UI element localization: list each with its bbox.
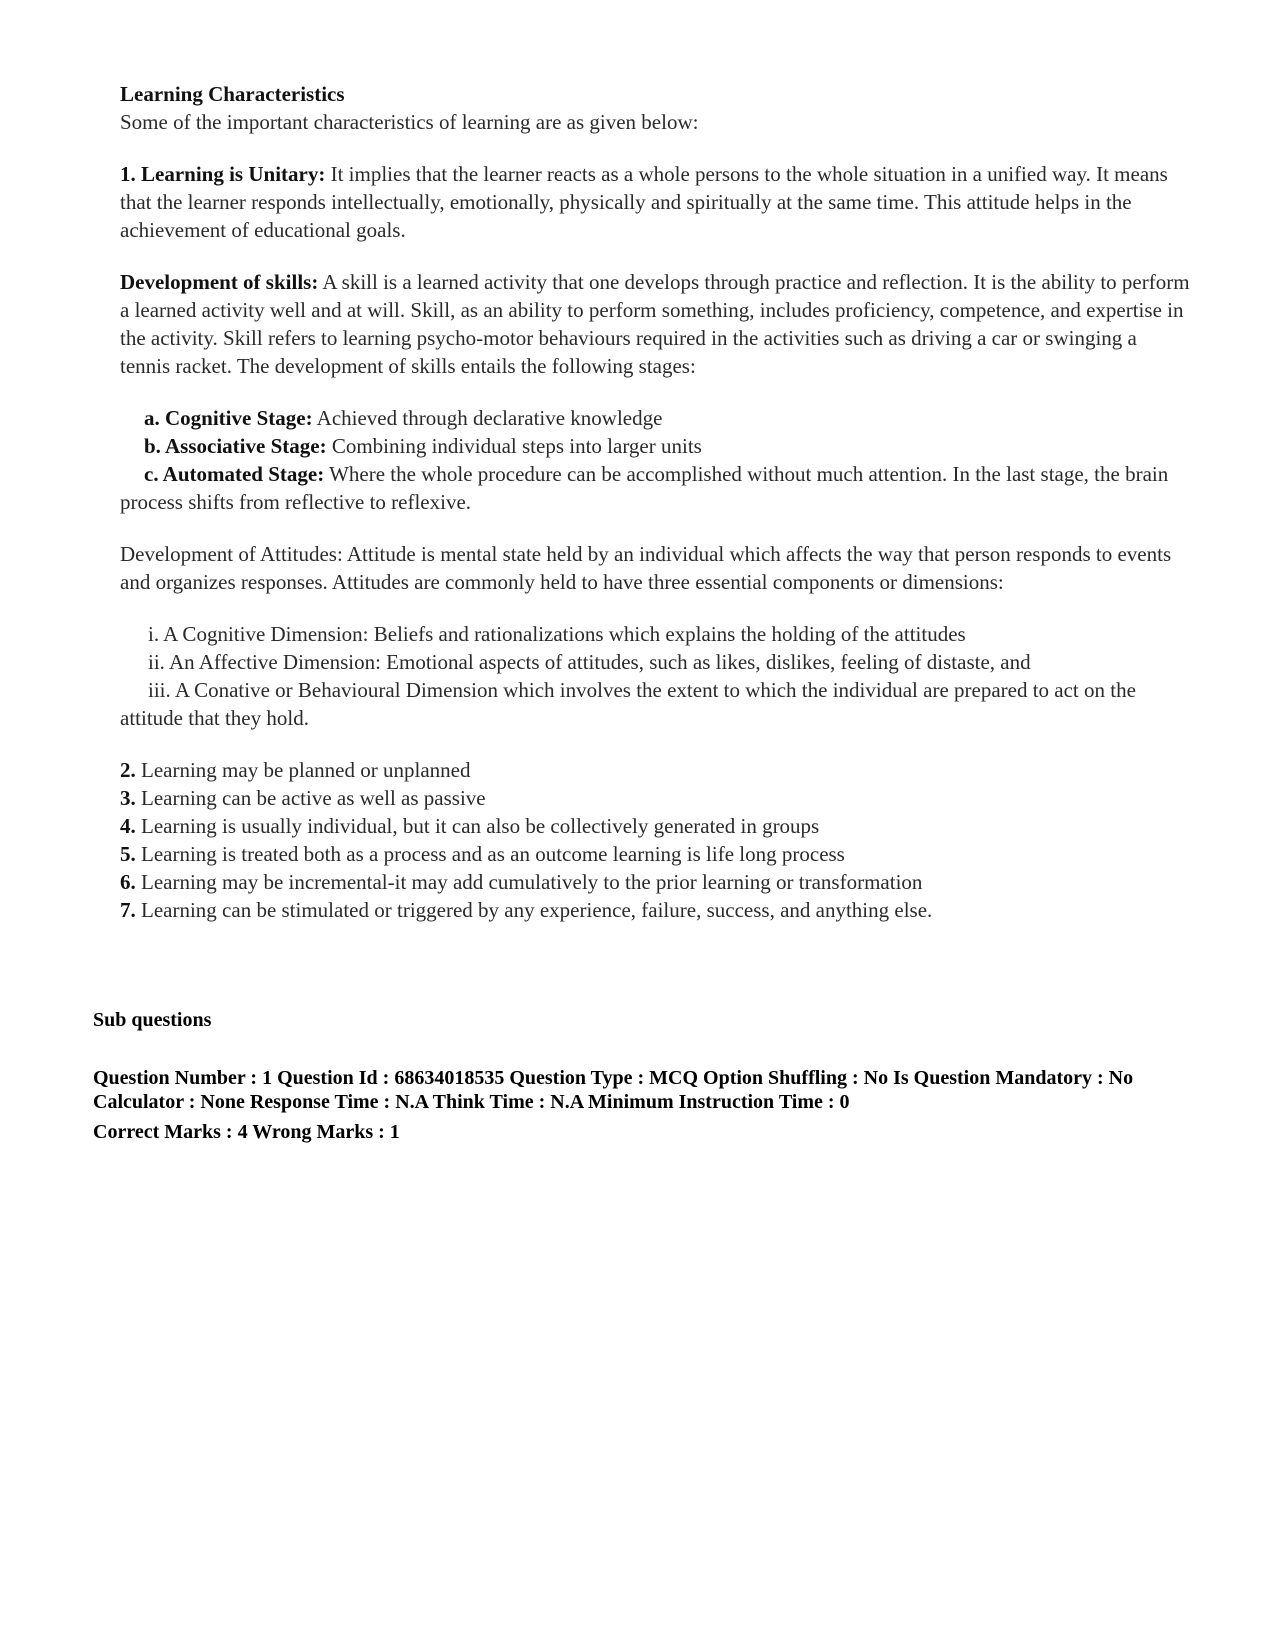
numbered-item (120, 840, 1190, 868)
numbered-item-text: Learning is usually individual, but it can also be collectively generated in groups (135, 814, 820, 838)
numbered-item-number: 6. (120, 870, 136, 894)
skills-text: A skill is a learned activity that one develops through practice and reflection. It is the ability to perform a learned activity well and at will. Skill, as an ability to perform something, includes proficiency, competence, and expertise in the activity. Skill refers to learning psycho-motor behaviours required in the activities such as driving a car or swinging a tennis racket. The development of skills entails the following stages: (120, 270, 1190, 378)
attitude-dimensions (120, 620, 1190, 732)
skills-paragraph (120, 268, 1190, 380)
attitudes-paragraph: Development of Attitudes: Attitude is mental state held by an individual which affects the way that person responds to events and organizes responses. Attitudes are commonly held to have three essential components or dimensions: (120, 542, 1172, 594)
sub-questions-label: Sub questions (93, 1009, 212, 1031)
numbered-item-text: Learning can be active as well as passive (135, 786, 486, 810)
stage-item (120, 432, 1190, 460)
numbered-item (120, 868, 1190, 896)
numbered-item (120, 756, 1190, 784)
dimension-item: ii. An Affective Dimension: Emotional aspects of attitudes, such as likes, dislikes, feeling of distaste, and (148, 650, 1031, 674)
numbered-item-number: 3. (120, 786, 136, 810)
numbered-item (120, 896, 1190, 924)
skill-stages (120, 404, 1190, 516)
stage-item (120, 404, 1190, 432)
dimension-item: i. A Cognitive Dimension: Beliefs and rationalizations which explains the holding of the attitudes (148, 622, 966, 646)
item-1-text: It implies that the learner reacts as a whole persons to the whole situation in a unified way. It means that the learner responds intellectually, emotionally, physically and spiritually at the same time. This attitude helps in the achievement of educational goals. (120, 162, 1168, 242)
marks-info: Correct Marks : 4 Wrong Marks : 1 (93, 1121, 400, 1143)
numbered-item-text: Learning may be planned or unplanned (135, 758, 471, 782)
item-1-number: 1. (120, 162, 136, 186)
numbered-item-number: 5. (120, 842, 136, 866)
passage-title: Learning Characteristics (120, 82, 345, 106)
numbered-item-number: 7. (120, 898, 136, 922)
passage-intro: Some of the important characteristics of learning are as given below: (120, 110, 699, 134)
stage-text: Achieved through declarative knowledge (312, 406, 663, 430)
numbered-item-text: Learning is treated both as a process and as an outcome learning is life long process (135, 842, 845, 866)
question-meta: Question Number : 1 Question Id : 68634018535 Question Type : MCQ Option Shuffling : No Is Question Mandatory : No Calculator : None Response Time : N.A Think Time : N.A Minimum Instruction Time : 0 (93, 1067, 1134, 1113)
item-1 (120, 160, 1190, 244)
stage-head: c. Automated Stage: (144, 462, 325, 486)
stage-text: Where the whole procedure can be accomplished without much attention. In the last stage, the brain process shifts from reflective to reflexive. (120, 462, 1169, 514)
numbered-list (120, 756, 1190, 924)
numbered-item-text: Learning can be stimulated or triggered by any experience, failure, success, and anything else. (135, 898, 933, 922)
item-1-head: Learning is Unitary: (141, 162, 326, 186)
numbered-item (120, 812, 1190, 840)
stage-head: a. Cognitive Stage: (144, 406, 313, 430)
numbered-item (120, 784, 1190, 812)
numbered-item-number: 4. (120, 814, 136, 838)
passage (120, 80, 1190, 924)
dimension-item: iii. A Conative or Behavioural Dimension which involves the extent to which the individual are prepared to act on the attitude that they hold. (120, 678, 1136, 730)
skills-head: Development of skills: (120, 270, 319, 294)
stage-text: Combining individual steps into larger units (326, 434, 702, 458)
numbered-item-text: Learning may be incremental-it may add cumulatively to the prior learning or transformation (135, 870, 923, 894)
stage-item (120, 460, 1190, 516)
stage-head: b. Associative Stage: (144, 434, 327, 458)
numbered-item-number: 2. (120, 758, 136, 782)
